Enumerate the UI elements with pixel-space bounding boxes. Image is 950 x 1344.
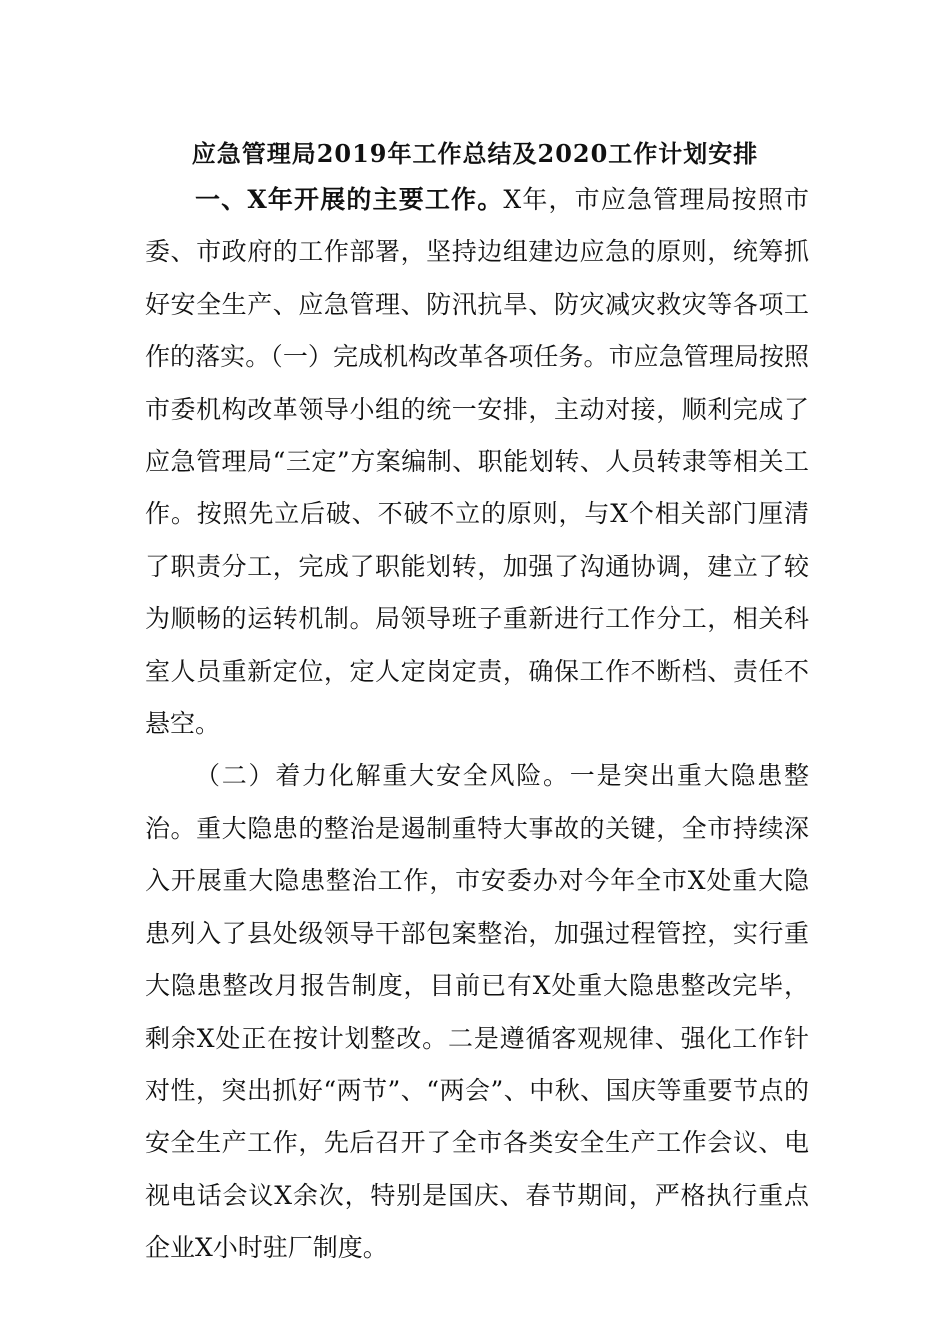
paragraph-safety-risk (145, 750, 809, 1274)
section-heading: 一、X年开展的主要工作。 (195, 185, 504, 214)
paragraph-text: X年，市应急管理局按照市委、市政府的工作部署，坚持边组建边应急的原则，统筹抓好安全生产、应急管理、防汛抗旱、防灾减灾救灾等各项工作的落实。（一）完成机构改革各项任务。市应急管理局按照市委机构改革领导小组的统一安排，主动对接，顺利完成了应急管理局“三定”方案编制、职能划转、人员转隶等相关工作。按照先立后破、不破不立的原则，与X个相关部门厘清了职责分工，完成了职能划转，加强了沟通协调，建立了较为顺畅的运转机制。局领导班子重新进行工作分工，相关科室人员重新定位，定人定岗定责，确保工作不断档、责任不悬空。 (145, 185, 809, 739)
document-title: 应急管理局2019年工作总结及2020工作计划安排 (191, 139, 759, 168)
paragraph-text: （二）着力化解重大安全风险。一是突出重大隐患整治。重大隐患的整治是遏制重特大事故的关键，全市持续深入开展重大隐患整治工作，市安委办对今年全市X处重大隐患列入了县处级领导干部包案整治，加强过程管控，实行重大隐患整改月报告制度，目前已有X处重大隐患整改完毕，剩余X处正在按计划整改。二是遵循客观规律、强化工作针对性，突出抓好“两节”、“两会”、中秋、国庆等重要节点的安全生产工作，先后召开了全市各类安全生产工作会议、电视电话会议X余次，特别是国庆、春节期间，严格执行重点企业X小时驻厂制度。 (145, 761, 809, 1263)
paragraph-main-work (145, 174, 809, 750)
document-body (145, 174, 809, 1275)
